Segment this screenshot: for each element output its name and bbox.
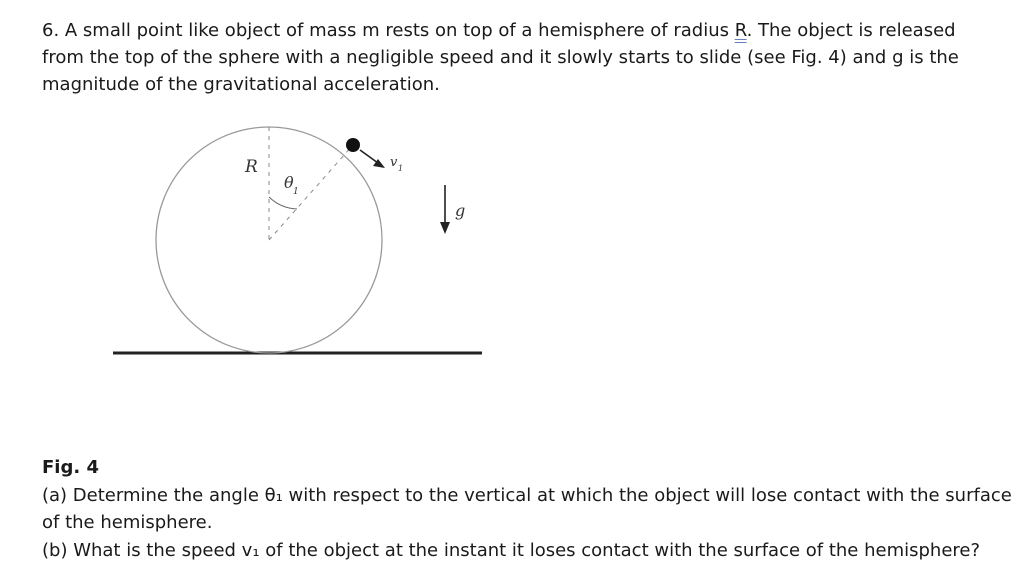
label-R: R — [245, 157, 258, 177]
label-g: g — [455, 201, 466, 220]
problem-text-end: . The object is released from the top of the sphere with a negligible speed and it slowly starts to slide (see Fig. 4) and g is the magnitude of the gravitational acceleration. — [42, 20, 959, 95]
problem-text-start: 6. A small point like object of mass m rests on top of a hemisphere of radius — [42, 20, 735, 41]
label-theta-subscript: 1 — [293, 187, 299, 197]
gravity-arrow-head — [440, 222, 450, 234]
question-a: (a) Determine the angle θ₁ with respect to the vertical at which the object will lose contact with the surface of the hemisphere. — [42, 485, 1012, 533]
figure-caption: Fig. 4 — [42, 457, 99, 478]
question-b: (b) What is the speed v₁ of the object at the instant it loses contact with the surface of the hemisphere? — [42, 540, 981, 561]
label-v: v — [390, 155, 398, 170]
velocity-arrow-shaft — [360, 150, 378, 163]
point-object — [346, 138, 360, 152]
object-radius-line — [269, 145, 353, 240]
label-theta: θ — [284, 173, 294, 192]
angle-arc — [269, 197, 297, 209]
radius-symbol: R — [734, 20, 747, 41]
label-v-subscript: 1 — [398, 164, 404, 173]
